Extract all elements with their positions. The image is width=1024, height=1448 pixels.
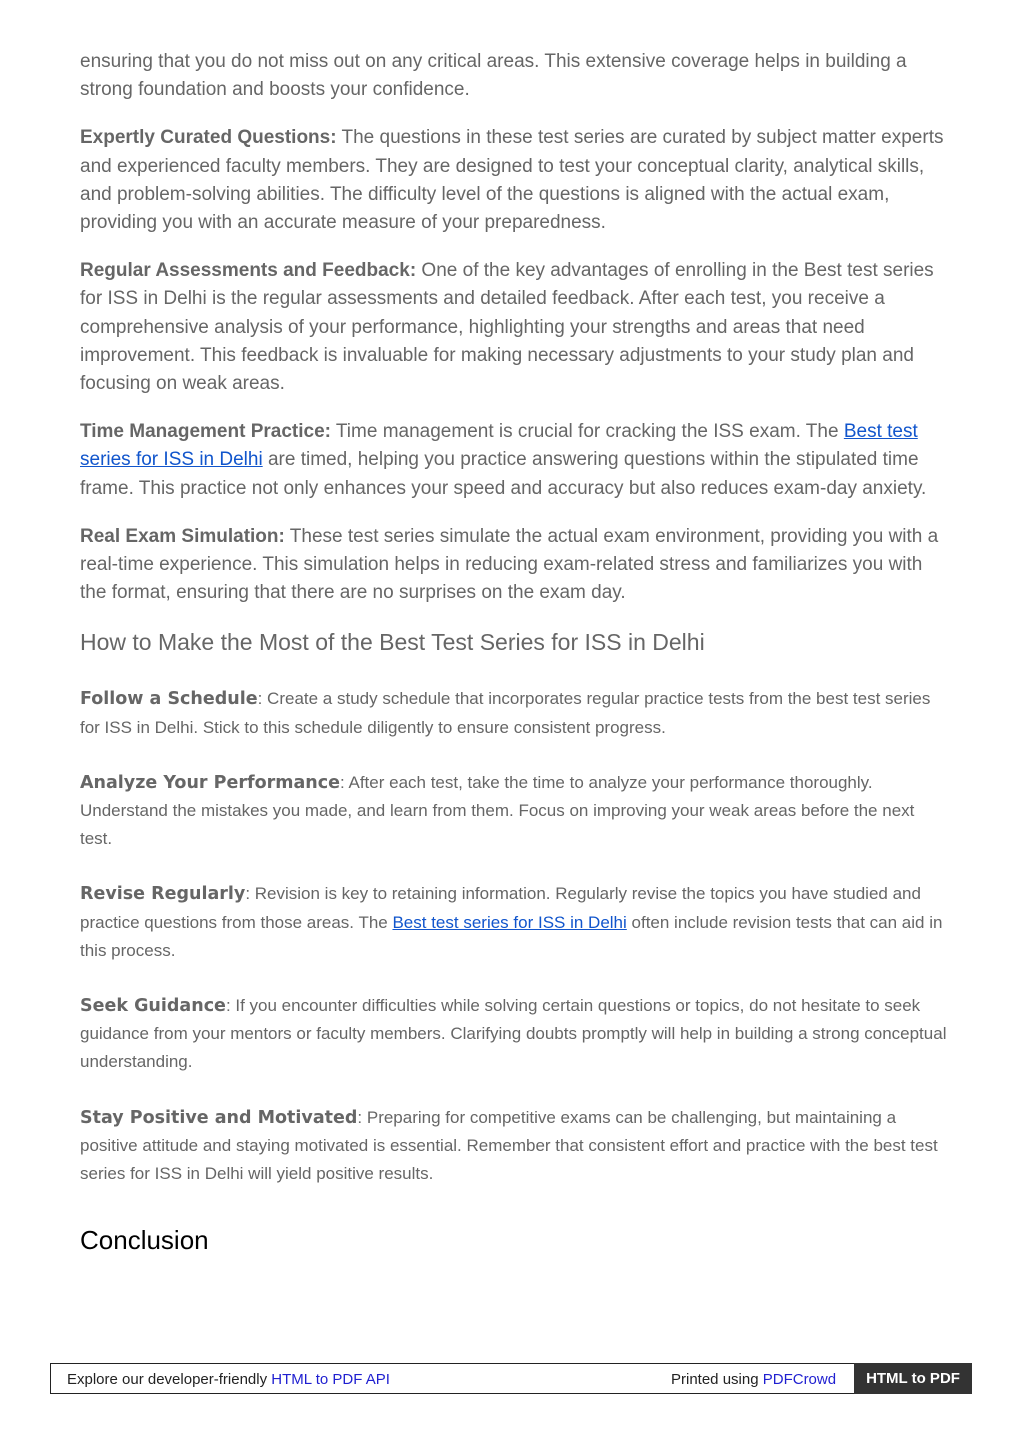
tip-text: : Create a study schedule that incorporates regular practice tests from the best test series for ISS in Delhi. Stick to this schedule diligently to ensure consistent progress. <box>80 689 931 737</box>
html-to-pdf-button[interactable]: HTML to PDF <box>854 1363 972 1394</box>
pdfcrowd-footer-bar <box>50 1363 972 1394</box>
footer-printed-text: Printed using <box>671 1371 763 1388</box>
conclusion-heading: Conclusion <box>80 1225 209 1256</box>
tip-title: Analyze Your Performance <box>80 772 340 793</box>
feature-paragraph <box>80 418 950 503</box>
tip-text: : Preparing for competitive exams can be challenging, but maintaining a positive attitude and staying motivated is essential. Remember that consistent effort and practice with the best test series for ISS in Delhi will yield positive results. <box>80 1107 938 1184</box>
section-heading: How to Make the Most of the Best Test Series for ISS in Delhi <box>80 629 705 656</box>
tip-paragraph <box>80 685 950 741</box>
tip-text: often include revision tests that can aid in this process. <box>80 912 943 960</box>
feature-title: Regular Assessments and Feedback: <box>80 260 417 282</box>
feature-text: One of the key advantages of enrolling in the Best test series for ISS in Delhi is the regular assessments and detailed feedback. After each test, you receive a comprehensive analysis of your performance, highlighting your strengths and areas that need improvement. This feedback is invaluable for making necessary adjustments to your study plan and focusing on weak areas. <box>80 260 934 395</box>
tip-title: Follow a Schedule <box>80 689 258 710</box>
intro-paragraph: ensuring that you do not miss out on any critical areas. This extensive coverage helps in building a strong foundation and boosts your confidence. <box>80 51 907 101</box>
best-test-series-link[interactable]: Best test series for ISS in Delhi <box>392 912 627 932</box>
tip-paragraph <box>80 1104 950 1189</box>
feature-text: These test series simulate the actual exam environment, providing you with a real-time experience. This simulation helps in reducing exam-related stress and familiarizes you with the format, ensuring that there are no surprises on the exam day. <box>80 525 939 604</box>
tip-paragraph <box>80 880 950 965</box>
tip-text: : After each test, take the time to analyze your performance thoroughly. Understand the mistakes you made, and learn from them. Focus on improving your weak areas before the next test. <box>80 772 915 849</box>
tip-text: : If you encounter difficulties while solving certain questions or topics, do not hesitate to seek guidance from your mentors or faculty members. Clarifying doubts promptly will help in building a strong conceptual understanding. <box>80 996 947 1072</box>
feature-title: Expertly Curated Questions: <box>80 127 337 149</box>
best-test-series-link[interactable]: Best test series for ISS in Delhi <box>80 421 918 471</box>
tip-paragraph <box>80 769 950 854</box>
tip-paragraph <box>80 992 950 1077</box>
footer-printed <box>671 1371 836 1388</box>
footer-explore-text: Explore our developer-friendly <box>67 1371 272 1388</box>
feature-paragraph <box>80 523 950 608</box>
tip-text: : Revision is key to retaining information. Regularly revise the topics you have studied and practice questions from those areas. The <box>80 884 921 932</box>
feature-text: The questions in these test series are curated by subject matter experts and experienced faculty members. They are designed to test your conceptual clarity, analytical skills, and problem-solving abilities. The difficulty level of the questions is aligned with the actual exam, providing you with an accurate measure of your preparedness. <box>80 127 944 234</box>
footer-explore <box>67 1371 390 1388</box>
pdfcrowd-link[interactable]: PDFCrowd <box>762 1371 837 1388</box>
tip-title: Seek Guidance <box>80 996 226 1017</box>
feature-text: Time management is crucial for cracking the ISS exam. The <box>330 421 844 443</box>
feature-text: are timed, helping you practice answering questions within the stipulated time frame. This practice not only enhances your speed and accuracy but also reduces exam-day anxiety. <box>80 449 927 499</box>
html-to-pdf-api-link[interactable]: HTML to PDF API <box>271 1371 390 1388</box>
tip-title: Stay Positive and Motivated <box>80 1107 358 1128</box>
feature-title: Real Exam Simulation: <box>80 525 285 547</box>
feature-paragraph <box>80 124 950 237</box>
tip-title: Revise Regularly <box>80 884 246 905</box>
document-body <box>80 48 950 1256</box>
feature-paragraph <box>80 257 950 398</box>
feature-title: Time Management Practice: <box>80 421 331 443</box>
